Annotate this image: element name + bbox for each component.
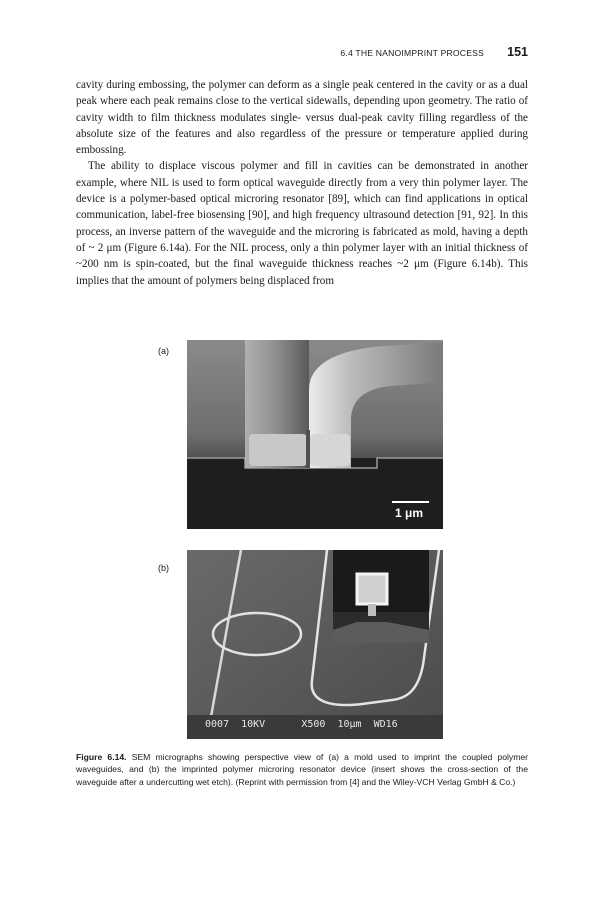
panel-a-label: (a) <box>158 346 169 356</box>
section-title: 6.4 THE NANOIMPRINT PROCESS <box>340 48 484 58</box>
page-number: 151 <box>507 45 528 59</box>
panel-b-label: (b) <box>158 563 169 573</box>
figure-caption <box>76 751 528 788</box>
paragraph: The ability to displace viscous polymer and fill in cavities can be demonstrated in another example, where NIL is used to form optical waveguide directly from a very thin polymer layer. The device is a polymer-based optical microring resonator [89], which can find applications in optical communication, label-free biosensing [90], and high frequency ultrasound detection [91, 92]. In this process, an inverse pattern of the waveguide and the microring is fabricated as mold, having a depth of ~ 2 μm (Figure 6.14a). For the NIL process, only a thin polymer layer with an initial thickness of ~200 nm is spin-coated, but the final waveguide thickness reaches ~2 μm (Figure 6.14b). This implies that the amount of polymers being displaced from <box>76 160 528 287</box>
running-header <box>76 45 528 61</box>
sem-info-bar: 0007 10KV X500 10μm WD16 <box>205 719 398 730</box>
scale-bar-label: 1 μm <box>395 506 424 520</box>
body-text <box>76 77 528 289</box>
caption-text: SEM micrographs showing perspective view of (a) a mold used to imprint the coupled polymer waveguides, and (b) the imprinted polymer microring resonator device (insert shows the cross-section of the waveguide after a undercutting wet etch). (Reprint with permission from [4] and the Wiley-VCH Verlag GmbH & Co.) <box>76 752 528 787</box>
mold-image <box>187 340 443 529</box>
microring-image <box>187 550 443 739</box>
caption-label: Figure 6.14. <box>76 752 127 762</box>
paragraph: cavity during embossing, the polymer can deform as a single peak centered in the cavity or as a dual peak where each peak remains close to the vertical sidewalls, depending upon geometry. The ratio of cavity width to film thickness modulates single- versus dual-peak cavity filling regardless of the absolute size of the features and also regardless of the pressure or temperature applied during embossing. <box>76 79 528 157</box>
sem-micrograph-b <box>187 550 443 739</box>
sem-micrograph-a <box>187 340 443 529</box>
